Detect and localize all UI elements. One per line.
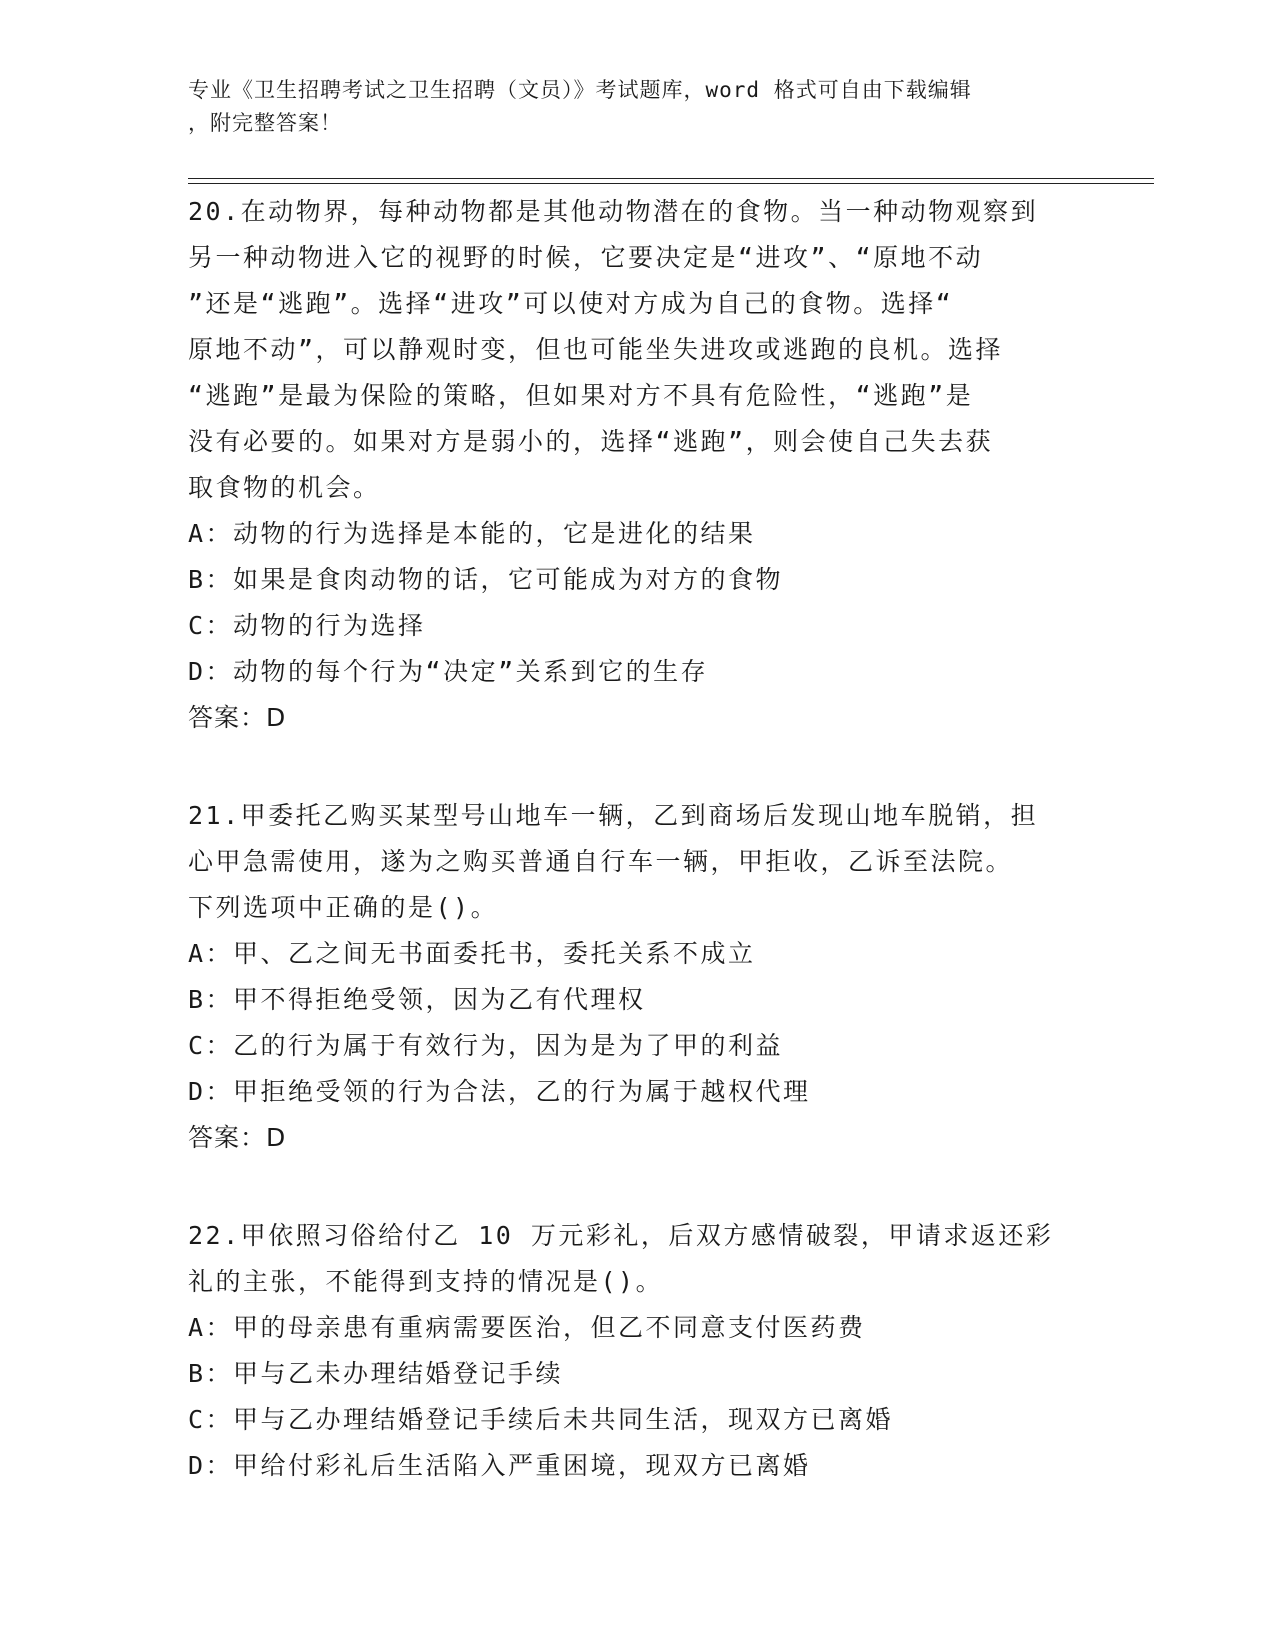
question-stem-line: 没有必要的。如果对方是弱小的，选择“逃跑”，则会使自己失去获 — [188, 427, 994, 456]
question-21 — [188, 793, 1088, 1161]
option-c: C：甲与乙办理结婚登记手续后未共同生活，现双方已离婚 — [188, 1405, 894, 1434]
question-stem-line: 原地不动”，可以静观时变，但也可能坐失进攻或逃跑的良机。选择 — [188, 335, 1004, 364]
document-header — [188, 74, 1088, 140]
header-divider-top — [188, 178, 1154, 179]
question-spacer — [188, 1161, 1088, 1213]
option-b: B：甲不得拒绝受领，因为乙有代理权 — [188, 985, 646, 1014]
question-22 — [188, 1213, 1088, 1489]
question-stem-line: “逃跑”是最为保险的策略，但如果对方不具有危险性，“逃跑”是 — [188, 381, 974, 410]
question-stem-line: 心甲急需使用，遂为之购买普通自行车一辆，甲拒收，乙诉至法院。 — [188, 847, 1014, 876]
option-d: D：甲给付彩礼后生活陷入严重困境，现双方已离婚 — [188, 1451, 811, 1480]
header-line: ，附完整答案！ — [188, 111, 342, 135]
question-stem-line: 20.在动物界，每种动物都是其他动物潜在的食物。当一种动物观察到 — [188, 197, 1039, 226]
answer-label: 答案：D — [188, 1123, 287, 1152]
option-a: A：甲的母亲患有重病需要医治，但乙不同意支付医药费 — [188, 1313, 866, 1342]
option-c: C：乙的行为属于有效行为，因为是为了甲的利益 — [188, 1031, 784, 1060]
question-stem-line: 21.甲委托乙购买某型号山地车一辆，乙到商场后发现山地车脱销，担 — [188, 801, 1039, 830]
option-a: A：甲、乙之间无书面委托书，委托关系不成立 — [188, 939, 756, 968]
question-spacer — [188, 741, 1088, 793]
question-stem-line: ”还是“逃跑”。选择“进攻”可以使对方成为自己的食物。选择“ — [188, 289, 954, 318]
question-stem-line: 礼的主张，不能得到支持的情况是()。 — [188, 1267, 664, 1296]
option-b: B：如果是食肉动物的话，它可能成为对方的食物 — [188, 565, 784, 594]
question-stem-line: 取食物的机会。 — [188, 473, 381, 502]
header-line: 专业《卫生招聘考试之卫生招聘（文员）》考试题库，word 格式可自由下载编辑 — [188, 78, 972, 102]
option-a: A：动物的行为选择是本能的，它是进化的结果 — [188, 519, 756, 548]
header-divider-bottom — [188, 183, 1154, 184]
question-list — [188, 189, 1088, 1489]
option-d: D：甲拒绝受领的行为合法，乙的行为属于越权代理 — [188, 1077, 811, 1106]
option-b: B：甲与乙未办理结婚登记手续 — [188, 1359, 564, 1388]
question-stem-line: 下列选项中正确的是()。 — [188, 893, 499, 922]
question-20 — [188, 189, 1088, 741]
option-c: C：动物的行为选择 — [188, 611, 426, 640]
question-stem-line: 另一种动物进入它的视野的时候，它要决定是“进攻”、“原地不动 — [188, 243, 984, 272]
question-stem-line: 22.甲依照习俗给付乙 10 万元彩礼，后双方感情破裂，甲请求返还彩 — [188, 1221, 1054, 1250]
option-d: D：动物的每个行为“决定”关系到它的生存 — [188, 657, 709, 686]
answer-label: 答案：D — [188, 703, 287, 732]
